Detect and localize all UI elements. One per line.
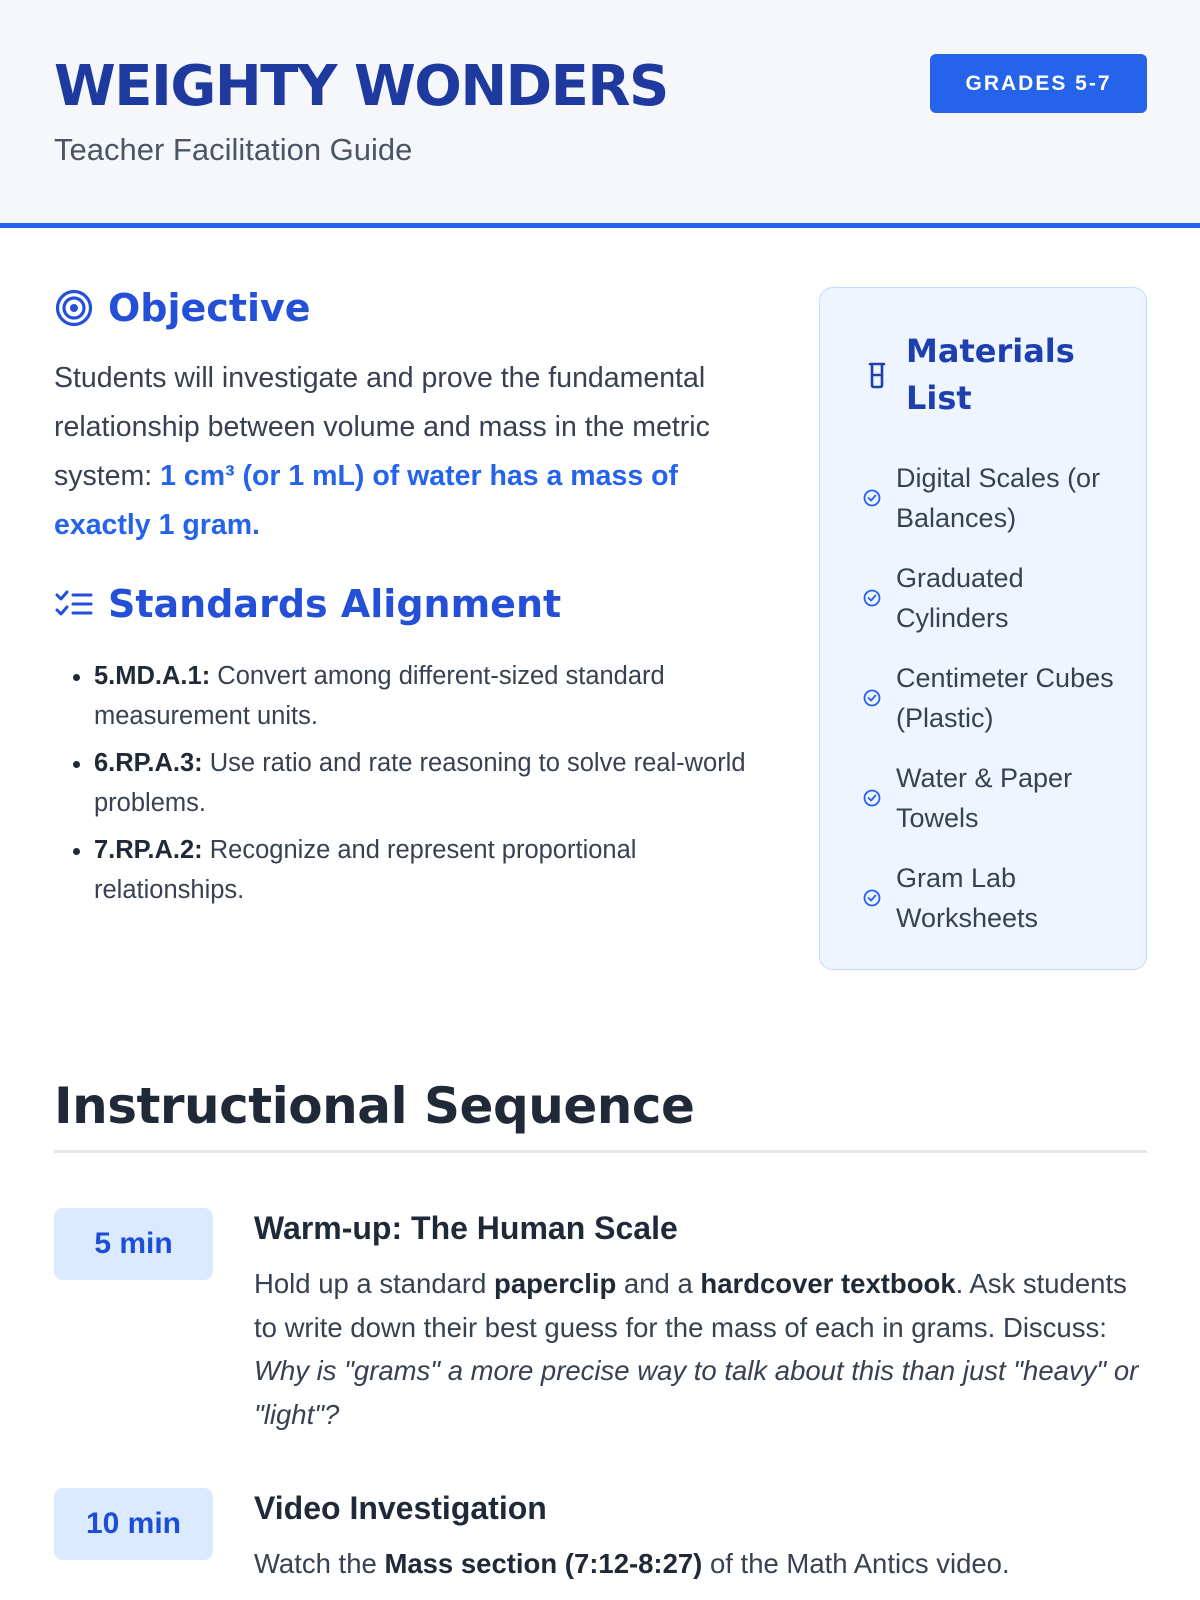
material-label: Digital Scales (or Balances) bbox=[896, 463, 1101, 533]
checklist-icon bbox=[54, 584, 94, 624]
objective-text bbox=[54, 354, 754, 550]
sequence-heading: Instructional Sequence bbox=[54, 1077, 695, 1135]
objective-heading bbox=[54, 286, 311, 330]
standard-text: Recognize and represent proportional relationships. bbox=[94, 836, 637, 904]
material-label: Gram Lab Worksheets bbox=[896, 863, 1039, 933]
list-item bbox=[94, 743, 760, 823]
step-text: . Ask students to write down their best guess for the mass of each in grams. Discuss: bbox=[254, 1268, 1127, 1343]
standards-heading bbox=[54, 582, 561, 626]
materials-heading-label: Materials List bbox=[906, 332, 1075, 417]
objective-body: Students will investigate and prove the fundamental relationship between volume and mass in the metric system: bbox=[54, 362, 710, 492]
step-text: Hold up a standard bbox=[254, 1268, 495, 1299]
guide-title: WEIGHTY WONDERS bbox=[54, 54, 668, 119]
material-label: Water & Paper Towels bbox=[896, 763, 1073, 833]
standard-code: 6.RP.A.3: bbox=[94, 749, 203, 777]
list-item bbox=[862, 848, 1132, 948]
standard-code: 7.RP.A.2: bbox=[94, 836, 203, 864]
discussion-question: Why is "grams" a more precise way to talk about this than just "heavy" or "light"? bbox=[254, 1355, 1139, 1430]
time-badge: 5 min bbox=[54, 1208, 213, 1280]
list-item bbox=[862, 548, 1132, 648]
list-item bbox=[94, 656, 760, 736]
check-circle-icon bbox=[862, 688, 882, 708]
step-text: Watch the bbox=[254, 1548, 385, 1579]
objective-highlight: 1 cm³ (or 1 mL) of water has a mass of exactly 1 gram. bbox=[54, 460, 679, 541]
divider bbox=[54, 1150, 1147, 1153]
target-icon bbox=[54, 288, 94, 328]
list-item bbox=[862, 448, 1132, 548]
check-circle-icon bbox=[862, 888, 882, 908]
grade-badge: GRADES 5-7 bbox=[930, 54, 1147, 113]
list-item bbox=[862, 648, 1132, 748]
standard-text: Use ratio and rate reasoning to solve real-world problems. bbox=[94, 749, 746, 817]
standard-code: 5.MD.A.1: bbox=[94, 662, 211, 690]
step-title: Video Investigation bbox=[254, 1490, 547, 1526]
step-text: of the Math Antics video. bbox=[702, 1548, 1010, 1579]
check-circle-icon bbox=[862, 588, 882, 608]
check-circle-icon bbox=[862, 488, 882, 508]
material-label: Graduated Cylinders bbox=[896, 563, 1024, 633]
step-text-bold: hardcover textbook bbox=[700, 1268, 956, 1299]
standards-heading-label: Standards Alignment bbox=[108, 582, 562, 626]
step-title: Warm-up: The Human Scale bbox=[254, 1210, 678, 1246]
materials-list bbox=[862, 448, 1132, 948]
step-text-bold: Mass section (7:12-8:27) bbox=[384, 1548, 703, 1579]
materials-panel bbox=[819, 287, 1147, 970]
standard-text: Convert among different-sized standard measurement units. bbox=[94, 662, 665, 730]
step-text: and a bbox=[616, 1268, 701, 1299]
page-header bbox=[0, 0, 1200, 228]
list-item bbox=[862, 748, 1132, 848]
guide-subtitle: Teacher Facilitation Guide bbox=[54, 132, 413, 167]
materials-heading bbox=[864, 328, 1096, 422]
list-item bbox=[94, 830, 760, 910]
material-label: Centimeter Cubes (Plastic) bbox=[896, 663, 1114, 733]
objective-heading-label: Objective bbox=[108, 286, 311, 330]
step-description bbox=[254, 1262, 1154, 1436]
step-description bbox=[254, 1542, 1154, 1586]
standards-list bbox=[54, 656, 760, 917]
time-badge: 10 min bbox=[54, 1488, 213, 1560]
check-circle-icon bbox=[862, 788, 882, 808]
step-text-bold: paperclip bbox=[494, 1268, 617, 1299]
beaker-icon bbox=[864, 361, 890, 389]
